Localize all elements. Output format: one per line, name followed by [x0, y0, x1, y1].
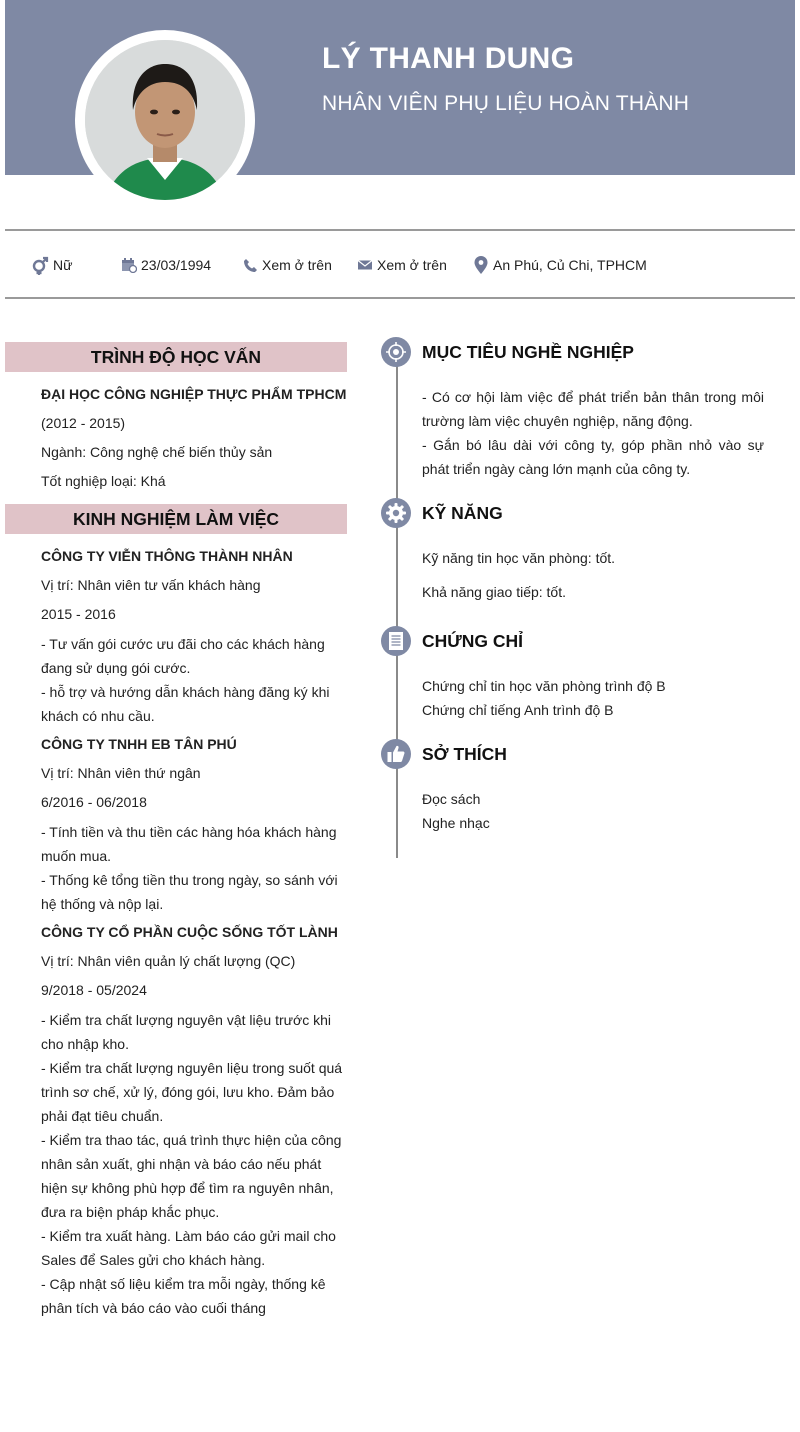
education-section [5, 372, 347, 500]
gear-icon [385, 502, 407, 524]
left-column [5, 342, 347, 1324]
hobby-item: Đọc sách [422, 791, 481, 807]
map-pin-icon [473, 256, 489, 275]
phone-info [243, 255, 332, 275]
document-icon [388, 631, 404, 651]
skill-item: Khả năng giao tiếp: tốt. [422, 584, 566, 600]
birthdate-text: 23/03/1994 [141, 257, 212, 273]
job-duty: - Kiểm tra xuất hàng. Làm báo cáo gửi mail cho Sales để Sales gửi cho khách hàng. [41, 1228, 336, 1268]
objective-line: - Có cơ hội làm việc để phát triển bản thân trong môi trường làm việc chuyên nghiệp, năng động. [422, 389, 764, 429]
job-title: NHÂN VIÊN PHỤ LIỆU HOÀN THÀNH [322, 92, 690, 115]
job-duty: - Cập nhật số liệu kiểm tra mỗi ngày, thống kê phân tích và báo cáo vào cuối tháng [41, 1276, 326, 1316]
objective-line: - Gắn bó lâu dài với công ty, góp phần nhỏ vào sự phát triển ngày càng lớn mạnh của công ty. [422, 437, 764, 477]
job-duty: - Thống kê tổng tiền thu trong ngày, so sánh với hệ thống và nộp lại. [41, 872, 338, 912]
gender-info [31, 255, 72, 275]
certificates-section [422, 674, 764, 722]
certificates-icon-badge [381, 626, 411, 656]
phone-text: Xem ở trên [262, 257, 332, 273]
job-role: Vị trí: Nhân viên quản lý chất lượng (QC) [41, 953, 296, 969]
job-duty: - Kiểm tra chất lượng nguyên liệu trong suốt quá trình sơ chế, xử lý, đóng gói, lưu kho. Đảm bảo phải đạt tiêu chuẩn. [41, 1060, 343, 1124]
experience-heading: KINH NGHIỆM LÀM VIỆC [5, 504, 347, 534]
avatar [85, 40, 245, 200]
certificate-item: Chứng chỉ tin học văn phòng trình độ B [422, 678, 666, 694]
hobbies-section [422, 787, 764, 835]
hobbies-icon-badge [381, 739, 411, 769]
objective-icon-badge [381, 337, 411, 367]
candidate-name: LÝ THANH DUNG [322, 42, 575, 75]
job-period: 6/2016 - 06/2018 [41, 794, 147, 810]
email-info [357, 255, 447, 275]
job-entry [41, 542, 347, 728]
job-duty: - hỗ trợ và hướng dẫn khách hàng đăng ký khi khách có nhu cầu. [41, 684, 330, 724]
experience-section [5, 534, 347, 1324]
job-period: 9/2018 - 05/2024 [41, 982, 147, 998]
job-company: CÔNG TY TNHH EB TÂN PHÚ [41, 736, 237, 752]
job-entry [41, 918, 347, 1320]
job-entry [41, 730, 347, 916]
thumbs-up-icon [386, 744, 406, 764]
contact-info-bar [5, 229, 795, 299]
job-duty: - Tính tiền và thu tiền các hàng hóa khách hàng muốn mua. [41, 824, 337, 864]
gender-text: Nữ [53, 257, 73, 273]
school-name: ĐẠI HỌC CÔNG NGHIỆP THỰC PHẨM TPHCM [41, 386, 347, 402]
envelope-icon [357, 259, 373, 271]
phone-icon [243, 258, 258, 273]
skills-section [422, 546, 764, 604]
certificates-heading: CHỨNG CHỈ [422, 631, 524, 651]
hobby-item: Nghe nhạc [422, 815, 490, 831]
address-text: An Phú, Củ Chi, TPHCM [493, 257, 647, 273]
job-duty: - Kiểm tra chất lượng nguyên vật liệu trước khi cho nhập kho. [41, 1012, 332, 1052]
objective-heading: MỤC TIÊU NGHỀ NGHIỆP [422, 342, 634, 362]
education-grade: Tốt nghiệp loại: Khá [41, 473, 166, 489]
certificate-item: Chứng chỉ tiếng Anh trình độ B [422, 702, 614, 718]
objective-section [422, 385, 764, 481]
gender-icon [31, 255, 49, 275]
job-company: CÔNG TY CỔ PHẦN CUỘC SỐNG TỐT LÀNH [41, 924, 338, 940]
job-role: Vị trí: Nhân viên tư vấn khách hàng [41, 577, 261, 593]
job-duty: - Tư vấn gói cước ưu đãi cho các khách hàng đang sử dụng gói cước. [41, 636, 325, 676]
hobbies-heading: SỞ THÍCH [422, 744, 507, 764]
skills-icon-badge [381, 498, 411, 528]
job-company: CÔNG TY VIỄN THÔNG THÀNH NHÂN [41, 548, 293, 564]
job-duty: - Kiểm tra thao tác, quá trình thực hiện của công nhân sản xuất, ghi nhận và báo cáo nếu phát hiện sự không phù hợp để tìm ra nguyên nhân, đưa ra biện pháp khắc phục. [41, 1132, 342, 1220]
email-text: Xem ở trên [377, 257, 447, 273]
education-period: (2012 - 2015) [41, 415, 126, 431]
job-period: 2015 - 2016 [41, 606, 116, 622]
skills-heading: KỸ NĂNG [422, 503, 503, 523]
calendar-icon [121, 257, 137, 273]
birthdate-info [121, 255, 211, 275]
avatar-photo [85, 40, 245, 200]
skill-item: Kỹ năng tin học văn phòng: tốt. [422, 550, 616, 566]
address-info [473, 255, 647, 275]
education-major: Ngành: Công nghệ chế biến thủy sản [41, 444, 273, 460]
target-icon [386, 342, 406, 362]
timeline-line [396, 352, 398, 858]
job-role: Vị trí: Nhân viên thứ ngân [41, 765, 201, 781]
education-heading: TRÌNH ĐỘ HỌC VẤN [5, 342, 347, 372]
